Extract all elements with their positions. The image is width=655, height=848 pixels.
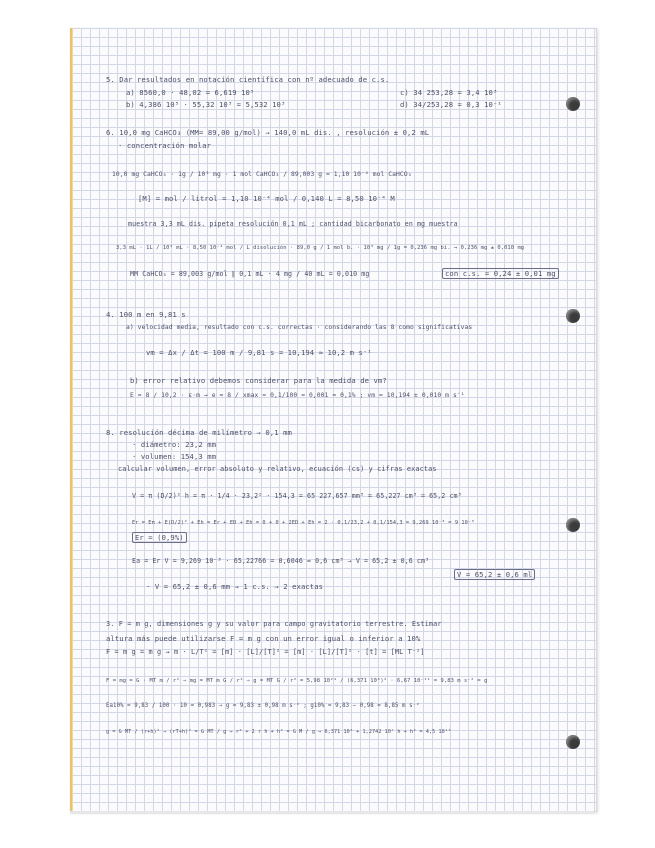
page-edge xyxy=(70,811,594,814)
ex8-diameter: · diámetro: 23,2 mm xyxy=(132,440,217,449)
ex8-volume: · volumen: 154,3 mm xyxy=(132,452,217,461)
ex4-b: b) error relativo debemos considerar para la medida de vm? xyxy=(130,376,387,385)
binder-hole xyxy=(566,97,580,111)
ex6-line3: muestra 3,3 mL dis. pipeta resolución 0,1 mL ; cantidad bicarbonato en mg muestra xyxy=(128,220,458,228)
ex6-title: 6. 10,0 mg CaHCO₃ (MM= 89,00 g/mol) → 140,0 mL dis. , resolución ± 0,2 mL xyxy=(106,128,430,137)
ex4-a: a) velocidad media, resultado con c.s. correctas · considerando las 8 como significativas xyxy=(126,324,473,331)
ex3-line5: g = G MT / (r+h)² → (rT+h)² = G MT / g ⇒ r² + 2 r h + h² = G M / g ⇒ 6,371 10⁶ + 1,2742 10⁷ h + h² = 4,5 10¹³ xyxy=(106,729,452,735)
ex4-eq: E = 8 / 10,2 · ε·m → e = 8 / xmax = 0,1/100 = 0,001 = 0,1% ; vm = 10,194 ± 0,010 m s⁻¹ xyxy=(130,392,465,399)
ex3-line4: Ea10% = 9,83 / 100 · 10 = 0,983 → g = 9,83 ± 0,98 m s⁻² ; g10% = 9,83 − 0,98 = 8,85 m s⁻² xyxy=(106,703,420,709)
ex8-title: 8. resolución décima de milímetro → 0,1 mm xyxy=(106,428,292,437)
ex6-sub: · concentración molar xyxy=(118,141,211,150)
ex8-line3: Er = (0,9%) xyxy=(132,532,187,543)
ex5-title: 5. Dar resultados en notación científica con nº adecuado de c.s. xyxy=(106,75,390,84)
ex8-line2: Er = Eπ + E(D/2)² + Eh = Er + ED + Eh = 0 + 0 + 2ED + Eh = 2 · 0,1/23,2 + 0,1/154,3 = 9,269 10⁻³ = 9 10⁻³ xyxy=(132,520,475,526)
ex4-title: 4. 100 m en 9,81 s xyxy=(106,310,186,319)
ex3-line2: F = m g = m g → m · L/T² = [m] · [L]/[T]² = [m] · [L]/[T]² · [t] = [ML T⁻²] xyxy=(106,648,425,656)
binder-hole xyxy=(566,309,580,323)
ex8-line5: · V = 65,2 ± 0,6 mm → 1 c.s. → 2 exactas xyxy=(146,582,324,591)
ex3-line3: F = mg = G · MT m / r² ⇒ mg = MT m G / r² ⇒ g = MT G / r² = 5,98 10²⁴ / (6,371 10⁶)² · 6,67 10⁻¹¹ = 9,83 m s⁻² = g xyxy=(106,678,488,684)
ex5-b: b) 4,386 10⁵ · 55,32 10³ = 5,532 10³ xyxy=(126,100,286,109)
ex5-a: a) 8560,0 · 48,02 = 6,619 10⁵ xyxy=(126,88,255,97)
ex6-line5: MM CaHCO₃ = 89,003 g/mol ∥ 0,1 mL · 4 mg / 40 mL = 0,010 mg xyxy=(130,270,370,278)
ex8-result-box: V = 65,2 ± 0,6 ml xyxy=(454,569,535,580)
ex3-title: 3. F = m g, dimensiones g y su valor para campo gravitatorio terrestre. Estimar xyxy=(106,620,442,628)
ex6-line4: 3,3 mL · 1L / 10³ mL · 8,50 10⁻⁴ mol / L disolución · 89,0 g / 1 mol b. · 10³ mg / 1g = 0,236 mg bi. → 0,236 mg ± 0,010 mg xyxy=(116,245,525,251)
ex5-d: d) 34/253,28 = 0,3 10⁻¹ xyxy=(400,100,502,109)
ex8-line1: V = π (D/2)² h = π · 1/4 · 23,2² · 154,3 = 65 227,657 mm³ = 65,227 cm³ = 65,2 cm³ xyxy=(132,492,462,500)
binder-hole xyxy=(566,518,580,532)
ex6-result-box: con c.s. = 0,24 ± 0,01 mg xyxy=(442,268,559,279)
ex6-line2: [M] = mol / litrol = 1,10 10⁻⁴ mol / 0,140 L = 8,50 10⁻⁴ M xyxy=(138,194,395,203)
ex3-line1: altura más puede utilizarse F = m g con un error igual o inferior a 10% xyxy=(106,634,421,643)
ex6-line1: 10,0 mg CaHCO₃ · 1g / 10³ mg · 1 mol CaHCO₃ / 89,003 g = 1,10 10⁻⁴ mol CaHCO₃ xyxy=(112,171,412,178)
ex5-c: c) 34 253,28 = 3,4 10³ xyxy=(400,88,498,97)
binder-hole xyxy=(566,735,580,749)
ex8-question: calcular volumen, error absoluto y relativo, ecuación (cs) y cifras exactas xyxy=(118,465,437,473)
ex4-vm: vm = Δx / Δt = 100 m / 9,81 s = 10,194 ≈ 10,2 m s⁻¹ xyxy=(146,348,372,357)
ex8-line4: Ea = Er V = 9,269 10⁻³ · 65,22766 = 0,6046 ≈ 0,6 cm³ → V = 65,2 ± 0,6 cm³ xyxy=(132,557,430,565)
